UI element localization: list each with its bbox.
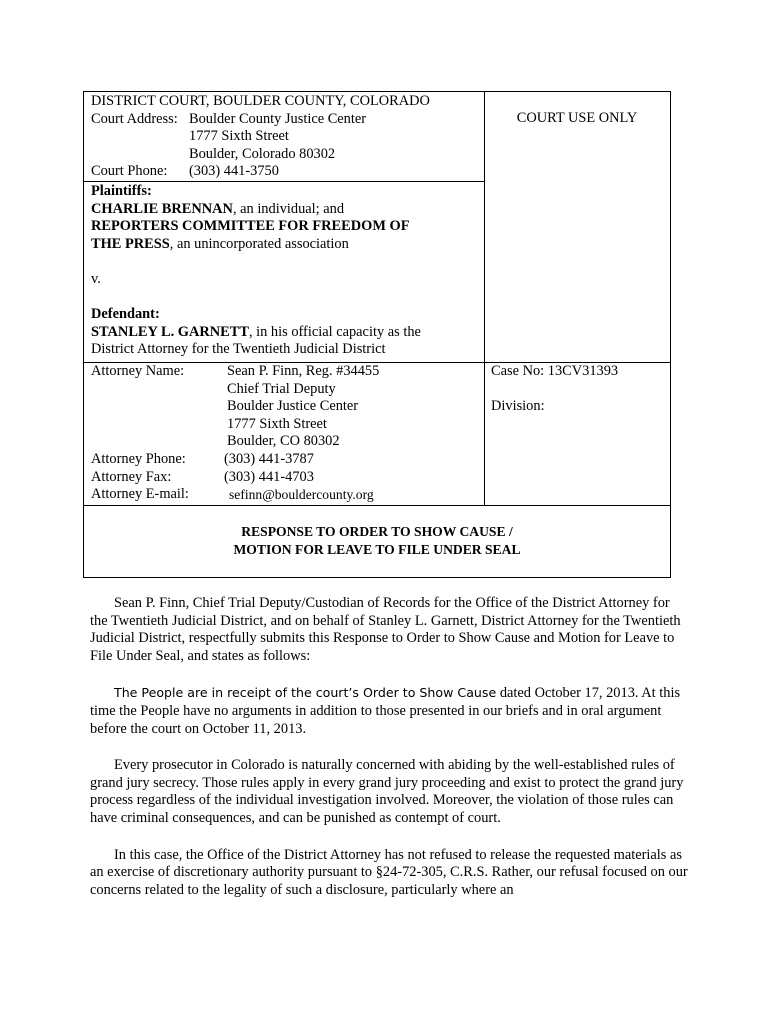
- document-body: [90, 595, 688, 918]
- attorney-name: Sean P. Finn, Reg. #34455: [227, 363, 380, 379]
- defendant-name: STANLEY L. GARNETT: [91, 323, 249, 340]
- attorney-phone: (303) 441-3787: [224, 450, 314, 467]
- court-name: DISTRICT COURT, BOULDER COUNTY, COLORADO: [91, 93, 430, 109]
- attorney-line: Chief Trial Deputy: [227, 380, 336, 397]
- plaintiff-name: CHARLIE BRENNAN: [91, 200, 233, 217]
- court-address-line: 1777 Sixth Street: [189, 128, 289, 145]
- plaintiff-description: , an individual; and: [232, 200, 345, 217]
- plaintiff-name: THE PRESS: [91, 235, 170, 252]
- body-text-run: The People are in receipt of the court’s Order to Show Cause: [114, 685, 497, 701]
- court-address-label: Court Address:: [91, 110, 178, 127]
- attorney-name-label: Attorney Name:: [91, 363, 185, 379]
- attorney-fax-label: Attorney Fax:: [91, 468, 172, 485]
- plaintiffs-label: Plaintiffs:: [91, 183, 152, 199]
- attorney-email: sefinn@bouldercounty.org: [229, 487, 374, 503]
- body-paragraph: Sean P. Finn, Chief Trial Deputy/Custodian of Records for the Office of the District Attorney for the Twentieth Judicial District, and on behalf of Stanley L. Garnett, District Attorney for the Twentieth Judicial District, respectfully submits this Response to Order to Show Cause and Motion for Leave to File Under Seal, and states as follows:: [90, 595, 681, 664]
- document-title-line: MOTION FOR LEAVE TO FILE UNDER SEAL: [233, 541, 521, 557]
- defendant-description: , in his official capacity as the: [248, 323, 421, 340]
- attorney-line: 1777 Sixth Street: [227, 415, 327, 432]
- court-phone: (303) 441-3750: [189, 163, 279, 180]
- caption-divider-vertical: [484, 92, 485, 505]
- defendant-label: Defendant:: [91, 306, 160, 323]
- attorney-block: [91, 363, 481, 504]
- document-title: [84, 523, 670, 558]
- attorney-line: Boulder Justice Center: [227, 398, 359, 415]
- body-paragraph: In this case, the Office of the District Attorney has not refused to release the requested materials as an exercise of discretionary authority pursuant to §24-72-305, C.R.S. Rather, our refusal focused on our concerns related to the legality of such a disclosure, particularly where an: [90, 846, 688, 898]
- division: Division:: [491, 398, 545, 415]
- plaintiff-description: , an unincorporated association: [169, 235, 349, 252]
- caption-divider-attorney: [84, 505, 670, 506]
- attorney-fax: (303) 441-4703: [224, 468, 314, 485]
- case-number: Case No: 13CV31393: [491, 363, 619, 379]
- attorney-phone-label: Attorney Phone:: [91, 450, 186, 467]
- body-paragraph: [90, 684, 688, 738]
- court-address-line: Boulder County Justice Center: [189, 110, 367, 127]
- plaintiff-name: REPORTERS COMMITTEE FOR FREEDOM OF: [91, 218, 410, 235]
- document-title-line: RESPONSE TO ORDER TO SHOW CAUSE /: [241, 524, 513, 539]
- case-caption-table: [83, 91, 671, 578]
- attorney-email-label: Attorney E-mail:: [91, 486, 189, 503]
- body-text-run: dated October 17, 2013. At this time the People have no arguments in addition to those presented in our briefs and in oral argument before the court on October 11, 2013.: [90, 685, 681, 737]
- defendant-description: District Attorney for the Twentieth Judicial District: [91, 341, 386, 358]
- court-use-only: COURT USE ONLY: [516, 110, 638, 126]
- parties-block: [91, 183, 481, 359]
- court-phone-label: Court Phone:: [91, 163, 168, 180]
- versus: v.: [91, 270, 101, 287]
- court-info: [91, 93, 481, 181]
- case-info: [491, 363, 666, 416]
- body-paragraph: Every prosecutor in Colorado is naturally concerned with abiding by the well-established rules of grand jury secrecy. Those rules apply in every grand jury proceeding and exist to protect the grand jury process regardless of the individual investigation involved. Moreover, the violation of those rules can have criminal consequences, and can be punished as contempt of court.: [90, 757, 684, 826]
- attorney-line: Boulder, CO 80302: [227, 433, 340, 450]
- caption-divider-court: [84, 181, 484, 182]
- court-address-line: Boulder, Colorado 80302: [189, 145, 336, 162]
